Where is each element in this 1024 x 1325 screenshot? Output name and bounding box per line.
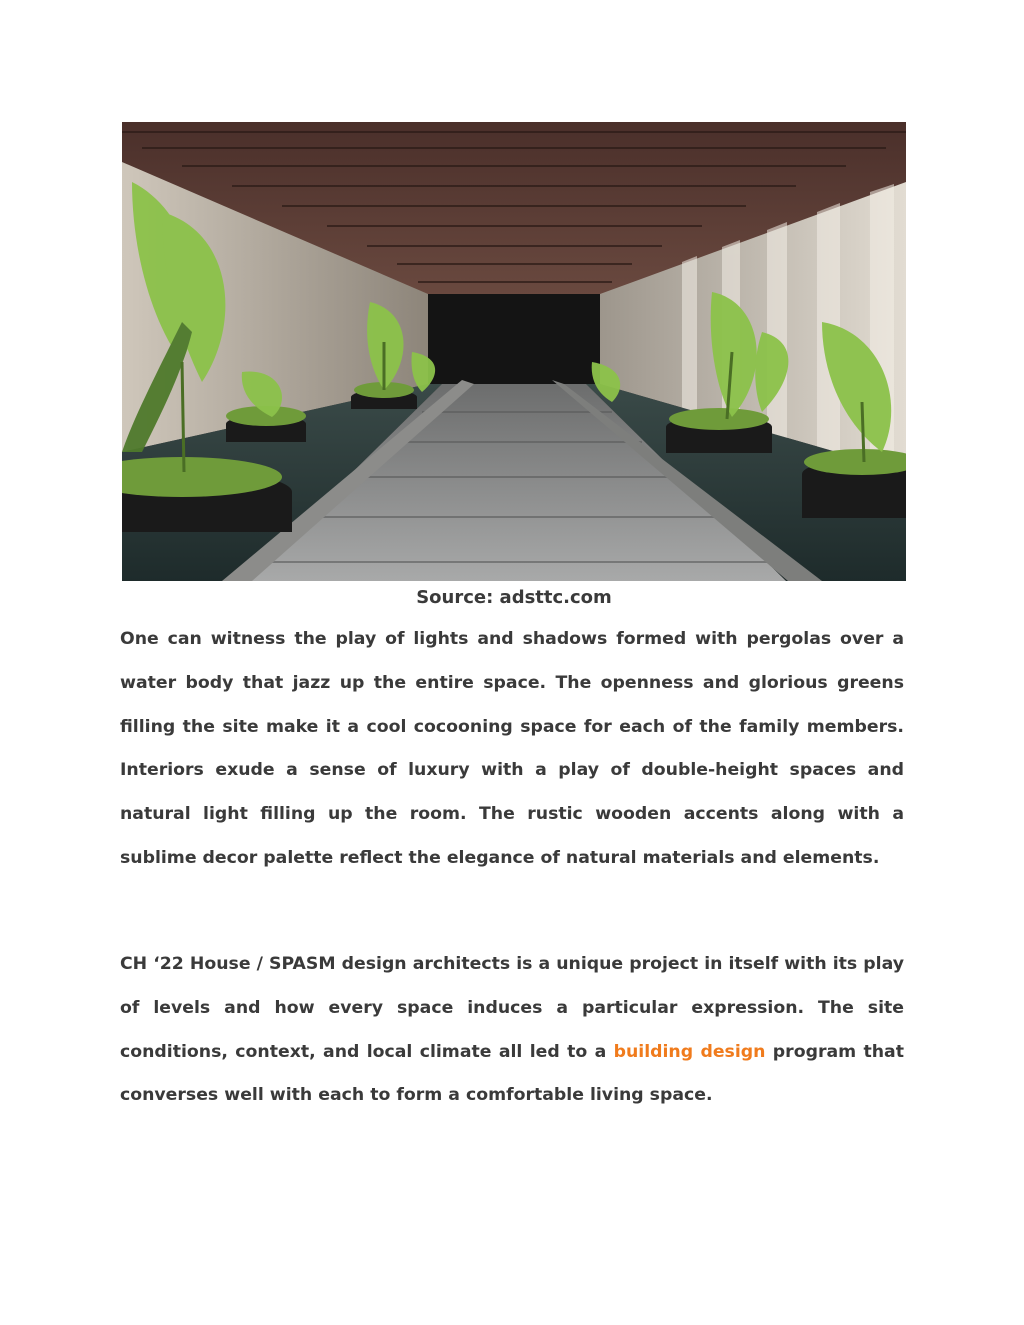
photo-courtyard-icon (122, 122, 906, 581)
image-caption: Source: adsttc.com (416, 587, 612, 608)
body-paragraph-1: One can witness the play of lights and shadows formed with pergolas over a water body that jazz up the entire space. The openness and glorious greens filling the site make it a cool cocooning space for each of the family members. Interiors exude a sense of luxury with a play of double-height spaces and natural light filling up the room. The rustic wooden accents along with a sublime decor palette reflect the elegance of natural materials and elements. (120, 629, 904, 868)
body-paragraph-2 (120, 943, 904, 1118)
paragraph-2-text-before-link: CH ‘22 House / SPASM design architects is a unique project in itself with its play of levels and how every space induces a particular expression. The site conditions, context, and local climate all led to a (120, 954, 904, 1062)
courtyard-photo (122, 122, 906, 581)
building-design-link[interactable]: building design (613, 1041, 766, 1062)
paragraph-2-text-after-link: program that converses well with each to form a comfortable living space. (120, 1041, 904, 1106)
